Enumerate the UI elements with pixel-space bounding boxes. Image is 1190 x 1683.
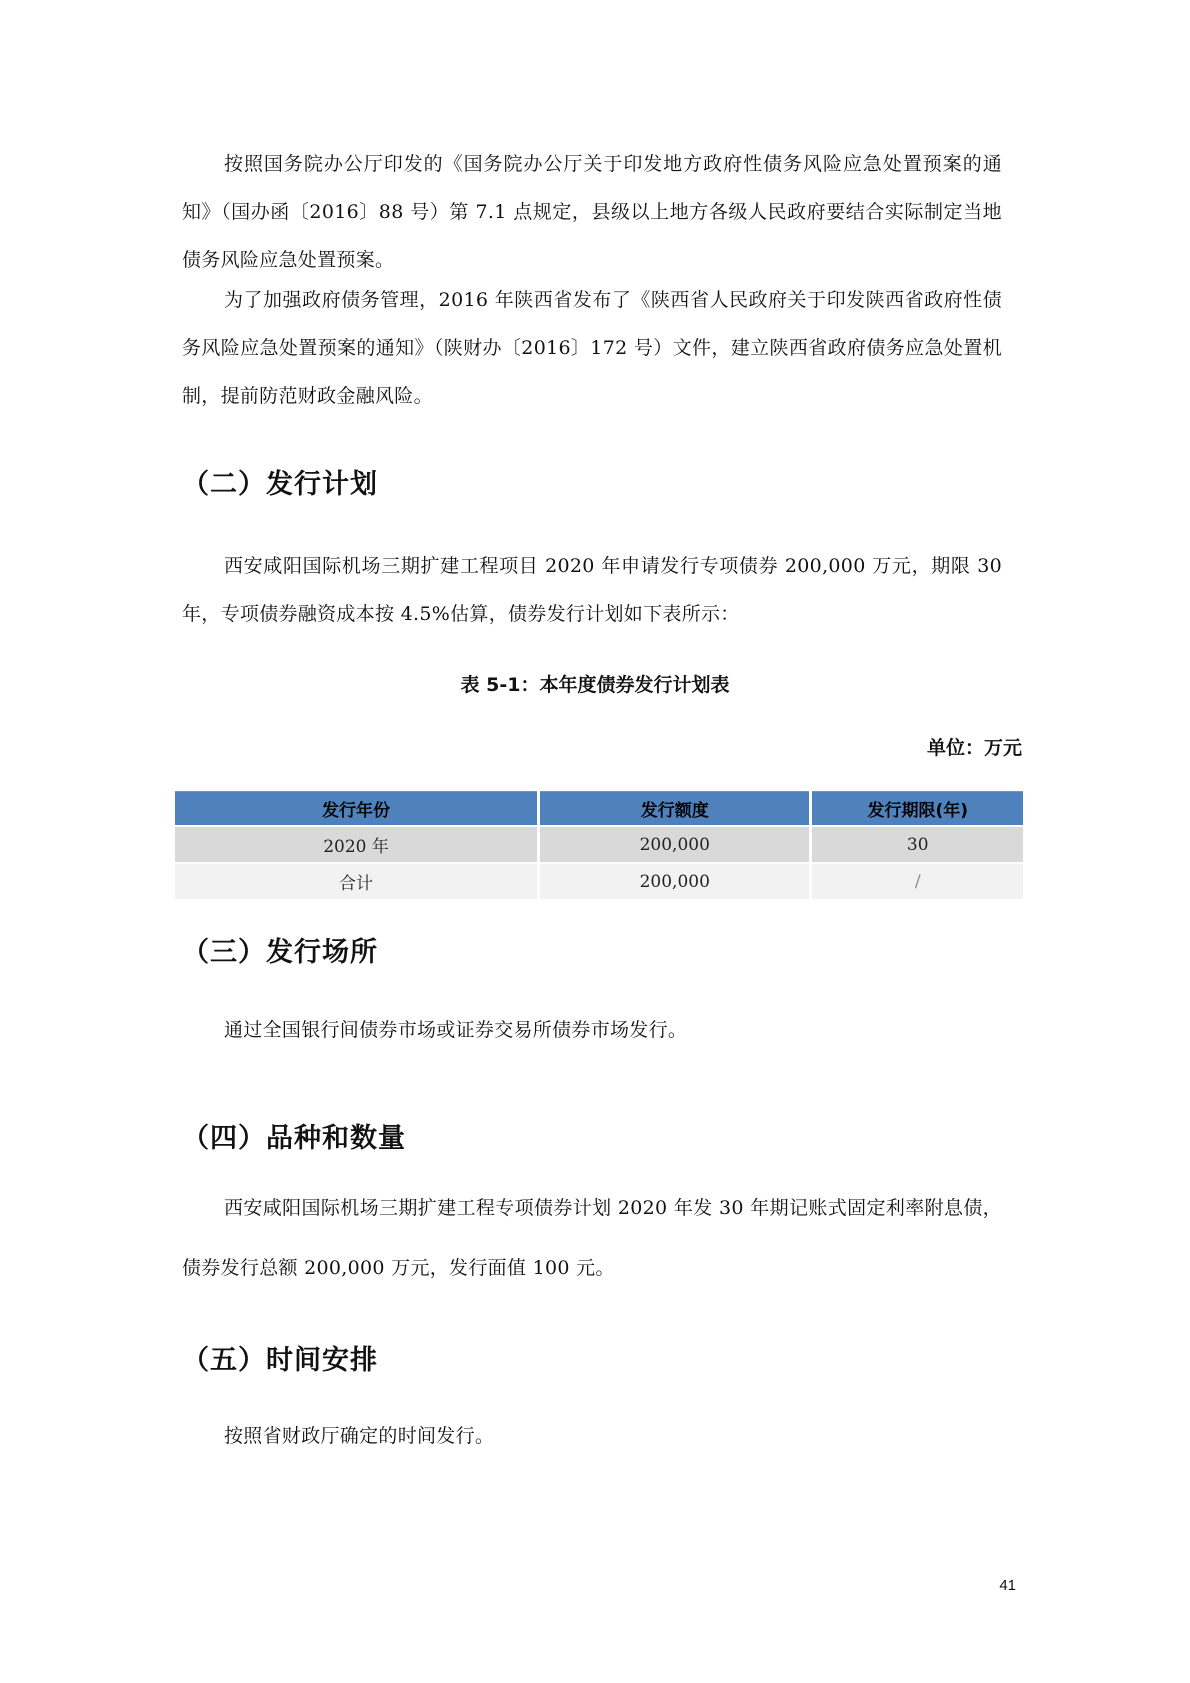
section-heading-issuance-plan: （二）发行计划 (182, 469, 378, 500)
paragraph-issuance-plan: 西安咸阳国际机场三期扩建工程项目 2020 年申请发行专项债券 200,000 万元，期限 30 年，专项债券融资成本按 4.5%估算，债券发行计划如下表所示： (182, 555, 1002, 625)
cell-total-term: / (812, 864, 1023, 899)
column-header-year: 发行年份 (175, 791, 537, 825)
column-header-amount: 发行额度 (540, 791, 809, 825)
paragraph-emergency-plan-shaanxi: 为了加强政府债务管理，2016 年陕西省发布了《陕西省人民政府关于印发陕西省政府性债务风险应急处置预案的通知》（陕财办〔2016〕172 号）文件，建立陕西省政府债务应急处置机制，提前防范财政金融风险。 (182, 289, 1002, 407)
table-caption: 表 5-1：本年度债券发行计划表 (460, 674, 730, 696)
cell-total-label: 合计 (175, 864, 537, 899)
paragraph-type-quantity: 西安咸阳国际机场三期扩建工程专项债券计划 2020 年发 30 年期记账式固定利率附息债，债券发行总额 200,000 万元，发行面值 100 元。 (182, 1197, 1002, 1279)
table-unit-label: 单位：万元 (926, 737, 1022, 759)
table-row (175, 827, 1023, 862)
cell-total-amount: 200,000 (540, 864, 809, 899)
section-heading-issuance-venue: （三）发行场所 (182, 937, 378, 968)
cell-amount: 200,000 (540, 827, 809, 862)
paragraph-issuance-venue: 通过全国银行间债券市场或证券交易所债券市场发行。 (224, 1019, 688, 1041)
section-heading-schedule: （五）时间安排 (182, 1345, 378, 1376)
section-heading-type-quantity: （四）品种和数量 (182, 1123, 406, 1154)
issuance-plan-table (172, 789, 1026, 901)
cell-year: 2020 年 (175, 827, 537, 862)
page-number: 41 (999, 1577, 1016, 1594)
cell-term: 30 (812, 827, 1023, 862)
column-header-term: 发行期限(年) (812, 791, 1023, 825)
table-row-total (175, 864, 1023, 899)
paragraph-schedule: 按照省财政厅确定的时间发行。 (224, 1425, 495, 1447)
table-header-row (175, 791, 1023, 825)
paragraph-emergency-plan-national: 按照国务院办公厅印发的《国务院办公厅关于印发地方政府性债务风险应急处置预案的通知》（国办函〔2016〕88 号）第 7.1 点规定，县级以上地方各级人民政府要结合实际制定当地债务风险应急处置预案。 (182, 153, 1002, 271)
